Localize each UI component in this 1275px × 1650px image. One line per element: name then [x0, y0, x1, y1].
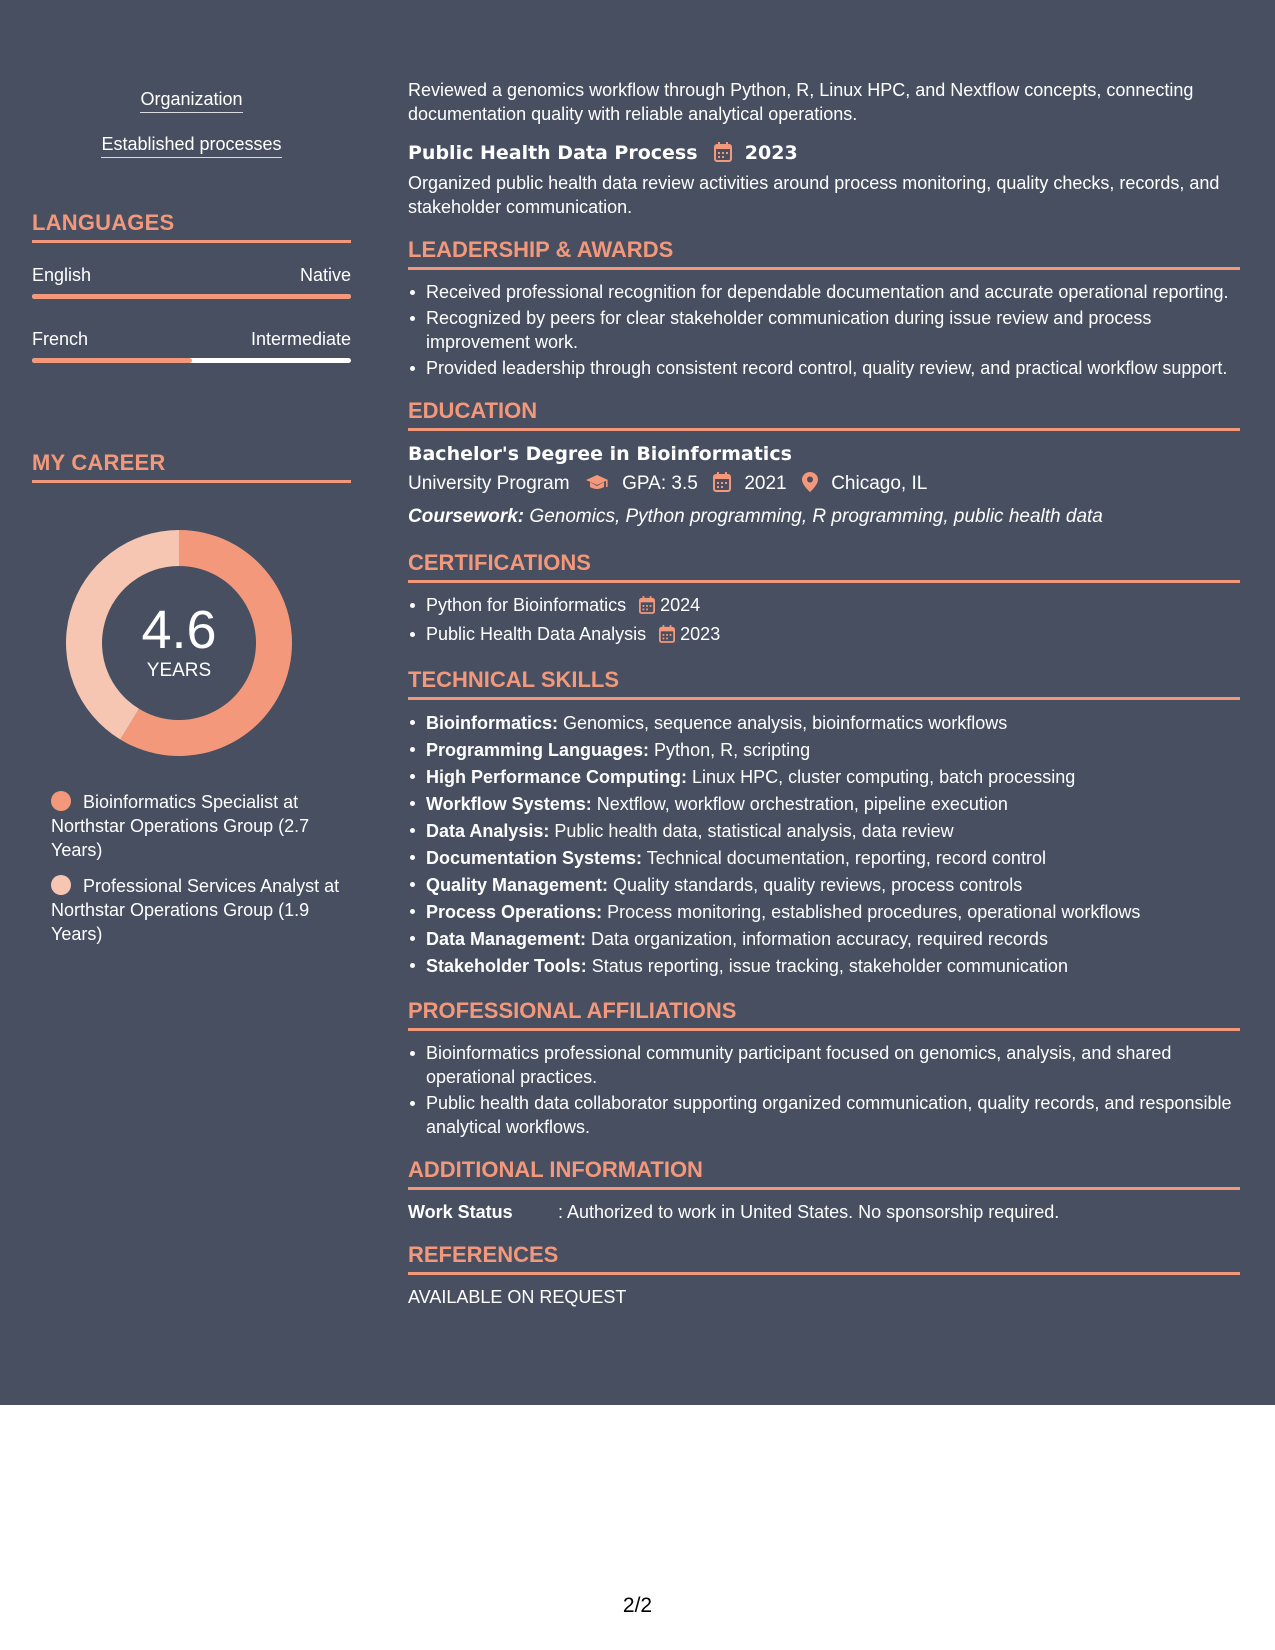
skill-value: Linux HPC, cluster computing, batch processing [692, 767, 1076, 787]
language-name: English [32, 265, 92, 285]
language-level: Intermediate [250, 329, 351, 349]
list-item: Recognized by peers for clear stakeholder communication during issue review and process improvement work. [408, 306, 1240, 354]
education-gpa: GPA: 3.5 [622, 473, 698, 494]
skills-list [408, 710, 1240, 980]
skill-value: Nextflow, workflow orchestration, pipeline execution [596, 794, 1008, 814]
skill-item [408, 764, 1240, 791]
additional-info-title: ADDITIONAL INFORMATION [408, 1157, 1240, 1190]
calendar-icon [639, 596, 655, 620]
calendar-icon [713, 472, 731, 502]
skill-item [408, 791, 1240, 818]
skill-item [408, 818, 1240, 845]
coursework-value: Genomics, Python programming, R programming, public health data [529, 506, 1103, 527]
language-bar [32, 294, 351, 299]
career-legend-label: Professional Services Analyst at Northstar Operations Group (1.9 Years) [51, 876, 340, 944]
affiliations-title: PROFESSIONAL AFFILIATIONS [408, 998, 1240, 1031]
page-number: 2/2 [622, 1594, 653, 1617]
coursework-label: Coursework: [408, 506, 525, 527]
legend-dot [51, 791, 71, 811]
main-content [408, 78, 1240, 1309]
career-legend-label: Bioinformatics Specialist at Northstar Operations Group (2.7 Years) [51, 792, 310, 860]
tag-item: Organization [140, 88, 242, 113]
work-status [408, 1200, 1240, 1224]
project-heading [408, 140, 1240, 169]
project-year: 2023 [744, 142, 798, 164]
education-degree: Bachelor's Degree in Bioinformatics [408, 443, 792, 465]
education-details [408, 469, 1240, 502]
skill-label: Documentation Systems: [426, 848, 643, 868]
tag-item: Established processes [101, 133, 281, 158]
skill-value: Data organization, information accuracy, required records [591, 929, 1048, 949]
education-school: University Program [408, 473, 570, 494]
education-title: EDUCATION [408, 398, 1240, 431]
skill-value: Genomics, sequence analysis, bioinformatics workflows [563, 713, 1008, 733]
list-item [408, 622, 1240, 649]
certification-name: Python for Bioinformatics [426, 595, 627, 615]
skill-value: Public health data, statistical analysis, data review [554, 821, 954, 841]
legend-dot [51, 875, 71, 895]
skill-item [408, 953, 1240, 980]
skill-label: High Performance Computing: [426, 767, 688, 787]
education-location: Chicago, IL [831, 473, 928, 494]
work-status-label: Work Status [408, 1202, 513, 1222]
certifications-title: CERTIFICATIONS [408, 550, 1240, 583]
career-section [32, 450, 351, 944]
skill-value: Status reporting, issue tracking, stakeholder communication [591, 956, 1068, 976]
list-item: Received professional recognition for dependable documentation and accurate operational reporting. [408, 280, 1240, 304]
education-coursework [408, 502, 1240, 532]
certification-name: Public Health Data Analysis [426, 624, 647, 644]
certification-year: 2024 [660, 595, 701, 615]
language-name: French [32, 329, 89, 349]
skill-item [408, 899, 1240, 926]
skill-value: Quality standards, quality reviews, process controls [613, 875, 1023, 895]
skill-item [408, 845, 1240, 872]
calendar-icon [659, 625, 675, 649]
career-total-unit: YEARS [146, 660, 212, 681]
project-description: Organized public health data review activities around process monitoring, quality checks, records, and stakeholder communication. [408, 173, 1220, 217]
project-intro: Reviewed a genomics workflow through Python, R, Linux HPC, and Nextflow concepts, connecting documentation quality with reliable analytical operations. [408, 80, 1194, 124]
languages-section [32, 210, 351, 363]
skill-value: Technical documentation, reporting, record control [646, 848, 1046, 868]
career-total-years: 4.6 [141, 600, 217, 660]
references-value: AVAILABLE ON REQUEST [408, 1287, 627, 1307]
affiliations-list [408, 1041, 1240, 1139]
sidebar-tags [32, 88, 351, 178]
skill-value: Python, R, scripting [654, 740, 811, 760]
graduation-cap-icon [585, 472, 609, 502]
project-title: Public Health Data Process [408, 142, 698, 164]
language-bar-fill [32, 294, 351, 299]
language-bar-fill [32, 358, 192, 363]
career-donut-chart [66, 530, 292, 756]
leadership-title: LEADERSHIP & AWARDS [408, 237, 1240, 270]
skill-label: Workflow Systems: [426, 794, 592, 814]
career-title: MY CAREER [32, 450, 351, 483]
skill-label: Process Operations: [426, 902, 603, 922]
list-item [408, 593, 1240, 620]
list-item: Public health data collaborator supporting organized communication, quality records, and responsible analytical workflows. [408, 1091, 1240, 1139]
language-level: Native [299, 265, 351, 285]
location-pin-icon [802, 472, 818, 502]
language-row [32, 329, 351, 350]
skill-item [408, 926, 1240, 953]
skill-item [408, 737, 1240, 764]
skill-label: Stakeholder Tools: [426, 956, 587, 976]
skill-label: Programming Languages: [426, 740, 650, 760]
list-item: Bioinformatics professional community participant focused on genomics, analysis, and shared operational practices. [408, 1041, 1240, 1089]
references-title: REFERENCES [408, 1242, 1240, 1275]
language-row [32, 265, 351, 286]
certification-year: 2023 [680, 624, 721, 644]
calendar-icon [714, 142, 732, 169]
career-legend-item [51, 874, 341, 946]
career-legend-item [51, 790, 341, 862]
languages-title: LANGUAGES [32, 210, 351, 243]
skill-label: Bioinformatics: [426, 713, 559, 733]
career-legend [51, 790, 341, 958]
skill-label: Data Management: [426, 929, 587, 949]
skill-label: Data Analysis: [426, 821, 550, 841]
work-status-value: : Authorized to work in United States. No sponsorship required. [558, 1202, 1060, 1222]
skill-item [408, 872, 1240, 899]
education-year: 2021 [744, 473, 787, 494]
certifications-list [408, 593, 1240, 649]
list-item: Provided leadership through consistent record control, quality review, and practical workflow support. [408, 356, 1240, 380]
skill-item [408, 710, 1240, 737]
skill-label: Quality Management: [426, 875, 609, 895]
skill-value: Process monitoring, established procedures, operational workflows [607, 902, 1141, 922]
leadership-list [408, 280, 1240, 380]
skills-title: TECHNICAL SKILLS [408, 667, 1240, 700]
language-bar [32, 358, 351, 363]
